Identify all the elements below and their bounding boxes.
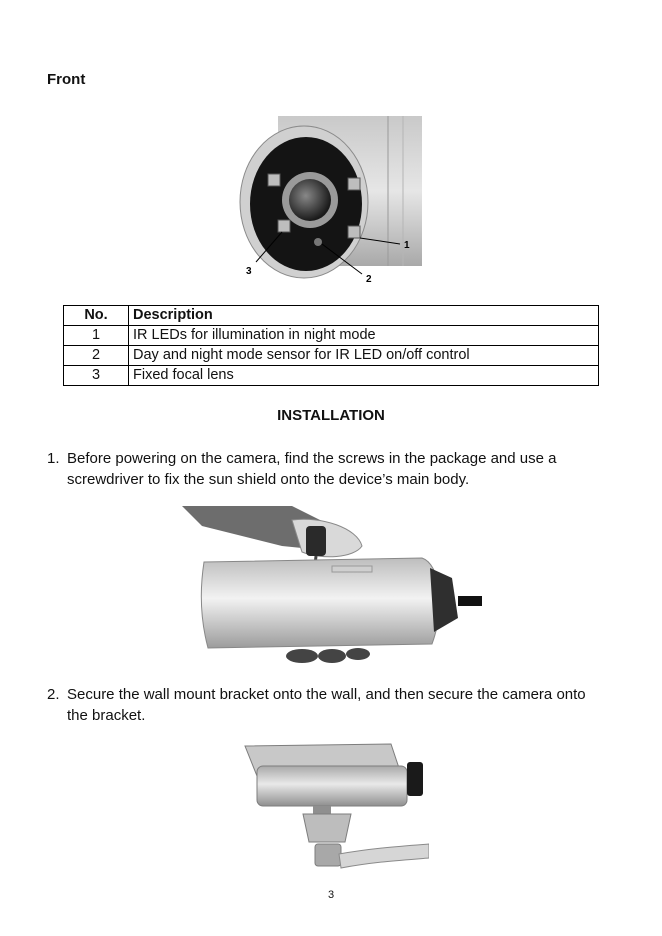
callout-label-1: 1: [404, 240, 410, 251]
sun-shield-figure: [182, 506, 482, 666]
front-heading: Front: [47, 71, 86, 88]
wall-mount-illustration: [243, 740, 429, 874]
step-2: [47, 684, 607, 726]
camera-front-figure: [238, 114, 428, 286]
row-number: 1: [64, 326, 129, 346]
table-row: [64, 346, 599, 366]
page-number: 3: [327, 889, 335, 901]
sun-shield-illustration: [182, 506, 482, 666]
row-description: IR LEDs for illumination in night mode: [129, 326, 599, 346]
step-number: 2.: [47, 686, 60, 703]
column-header-no: No.: [64, 306, 129, 326]
table-row: [64, 326, 599, 346]
step-text: Before powering on the camera, find the screws in the package and use a screwdriver to fix the sun shield onto the device’s main body.: [67, 450, 557, 488]
row-description: Fixed focal lens: [129, 366, 599, 386]
installation-title: INSTALLATION: [277, 407, 385, 424]
camera-front-illustration: [238, 114, 428, 286]
callout-label-2: 2: [366, 274, 372, 285]
step-number: 1.: [47, 450, 60, 467]
row-number: 2: [64, 346, 129, 366]
table-row: [64, 366, 599, 386]
row-number: 3: [64, 366, 129, 386]
column-header-description: Description: [129, 306, 599, 326]
step-text: Secure the wall mount bracket onto the wall, and then secure the camera onto the bracket.: [67, 686, 586, 724]
step-1: [47, 448, 607, 490]
parts-table: [63, 305, 599, 386]
row-description: Day and night mode sensor for IR LED on/off control: [129, 346, 599, 366]
wall-mount-figure: [243, 740, 429, 874]
table-header-row: [64, 306, 599, 326]
callout-label-3: 3: [246, 266, 252, 277]
